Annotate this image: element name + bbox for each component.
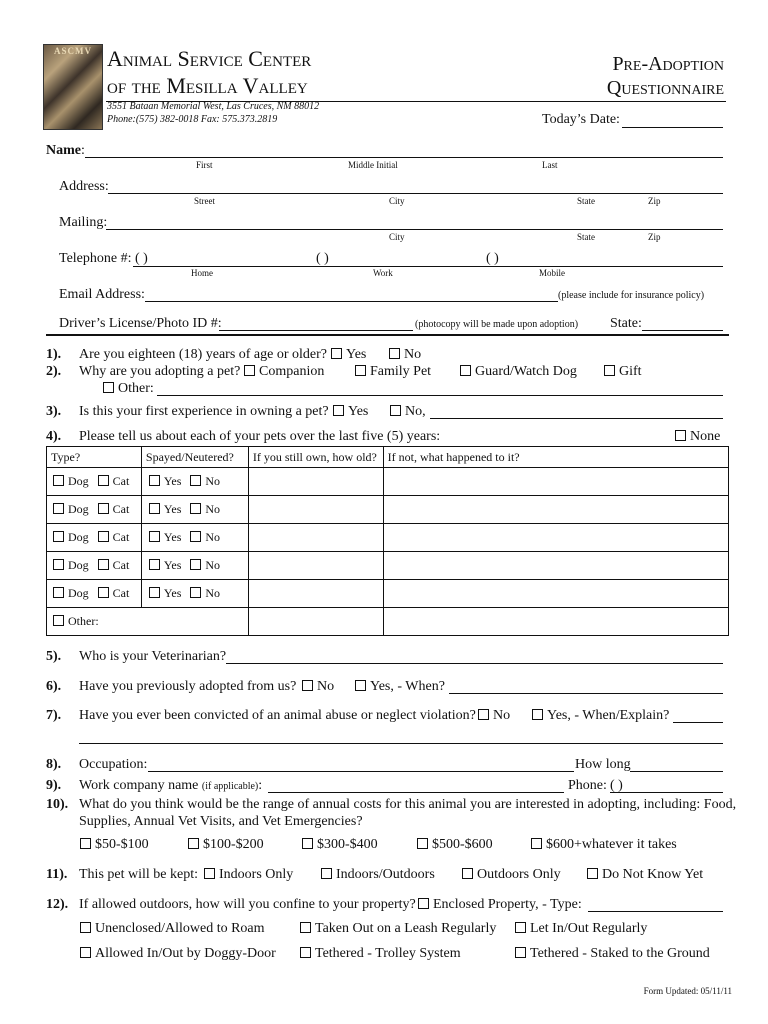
q2-other-label: Other: [118,381,154,396]
q3-yes-checkbox[interactable] [333,405,344,416]
age-cell[interactable] [248,468,383,496]
q3-no-option[interactable] [390,404,426,420]
q11-unknown-option[interactable] [587,867,703,883]
street-caption: Street [194,196,215,206]
cat-checkbox[interactable] [98,587,109,598]
q12-number: 12). [46,897,69,912]
q11-indoors-option[interactable] [204,867,293,883]
q12-trolley-checkbox[interactable] [300,947,311,958]
q10-text-line1: What do you think would be the range of annual costs for this animal you are interested in adopting, including: Food, [79,797,737,812]
telephone-label: Telephone #: [59,251,132,266]
other-checkbox[interactable] [53,615,64,626]
last-caption: Last [542,160,558,170]
q7-no-option[interactable] [478,708,510,724]
q7-text: Have you ever been convicted of an animal abuse or neglect violation? [79,708,476,723]
form-title-line2: Questionnaire [606,77,724,99]
mailing-state-caption: State [577,232,595,242]
outcome-cell[interactable] [383,496,728,524]
spayed-no-label: No [205,530,221,544]
cat-label: Cat [112,586,130,600]
q11-outdoors-option[interactable] [462,867,561,883]
q7-no-label: No [493,708,511,723]
q9-note: (if applicable) [201,781,259,792]
q10-600-plus-label: $600+whatever it takes [546,837,677,852]
q11-number: 11). [46,867,68,882]
q1-yes-checkbox[interactable] [331,348,342,359]
col-age: If you still own, how old? [248,447,383,468]
q10-300-400-checkbox[interactable] [302,838,313,849]
spayed-cell [141,524,248,552]
dog-checkbox[interactable] [53,503,64,514]
spayed-no-label: No [205,558,221,572]
spayed-yes-label: Yes [163,474,182,488]
other-label: Other: [68,614,99,628]
q10-100-200-label: $100-$200 [203,837,264,852]
q3-field[interactable] [430,418,723,419]
q3-number: 3). [46,404,62,419]
q12-text: If allowed outdoors, how will you confine to your property? [79,897,416,912]
q2-other-option[interactable] [103,381,154,397]
table-row [47,468,729,496]
q10-500-600-checkbox[interactable] [417,838,428,849]
outcome-cell[interactable] [383,552,728,580]
q1-number: 1). [46,347,62,362]
spayed-yes-checkbox[interactable] [149,531,160,542]
q6-yes-option[interactable] [355,679,445,695]
q6-when-field[interactable] [449,693,723,694]
q9-text: Work company name [79,778,199,793]
logo-text: ASCMV [54,46,92,56]
q2-guard-checkbox[interactable] [460,365,471,376]
name-colon: : [81,143,85,158]
work-phone-area-code: ( ) [610,778,623,793]
mobile-area-code: ( ) [486,251,499,266]
q12-enclosed-option[interactable] [418,897,582,913]
q11-indoors-checkbox[interactable] [204,868,215,879]
q7-yes-checkbox[interactable] [532,709,543,720]
name-field[interactable] [85,157,723,158]
q12-doggy-door-option[interactable] [80,946,276,962]
q10-opt-500-600[interactable] [417,837,493,853]
cat-label: Cat [112,502,130,516]
todays-date-field[interactable] [622,127,723,128]
cat-checkbox[interactable] [98,503,109,514]
q12-staked-option[interactable] [515,946,710,962]
type-cell [47,468,142,496]
spayed-yes-checkbox[interactable] [149,587,160,598]
q11-unknown-label: Do Not Know Yet [602,867,704,882]
cat-label: Cat [112,530,130,544]
q9-text-wrap [79,778,262,794]
org-name-line2: of the Mesilla Valley [107,73,308,98]
q12-leash-option[interactable] [300,921,496,937]
cat-label: Cat [112,474,130,488]
outcome-cell[interactable] [383,580,728,608]
q12-enclosed-checkbox[interactable] [418,898,429,909]
q1-text: Are you eighteen (18) years of age or older? [79,347,328,362]
type-cell [47,552,142,580]
q2-gift-label: Gift [619,364,642,379]
q7-number: 7). [46,708,62,723]
spayed-no-checkbox[interactable] [190,559,201,570]
middle-initial-caption: Middle Initial [348,160,398,170]
q3-no-label: No, [405,404,426,419]
q11-indoors-outdoors-option[interactable] [321,867,435,883]
q2-gift-option[interactable] [604,364,642,380]
q2-other-field[interactable] [157,395,723,396]
q11-unknown-checkbox[interactable] [587,868,598,879]
email-note: (please include for insurance policy) [558,290,705,301]
q10-opt-50-100[interactable] [80,837,149,853]
spayed-yes-checkbox[interactable] [149,559,160,570]
spayed-yes-label: Yes [163,586,182,600]
q12-staked-label: Tethered - Staked to the Ground [530,946,710,961]
spayed-yes-label: Yes [163,558,182,572]
q11-outdoors-label: Outdoors Only [477,867,561,882]
spayed-cell [141,580,248,608]
dog-label: Dog [68,530,89,544]
q2-guard-label: Guard/Watch Dog [475,364,577,379]
q10-600-plus-checkbox[interactable] [531,838,542,849]
q12-let-in-out-checkbox[interactable] [515,922,526,933]
cat-checkbox[interactable] [98,475,109,486]
q6-number: 6). [46,679,62,694]
form-updated-footer: Form Updated: 05/11/11 [643,986,732,996]
q12-unenclosed-checkbox[interactable] [80,922,91,933]
q7-yes-label: Yes, - When/Explain? [547,708,670,723]
license-note: (photocopy will be made upon adoption) [415,319,579,330]
section-divider [46,334,729,336]
q12-leash-label: Taken Out on a Leash Regularly [315,921,497,936]
q10-500-600-label: $500-$600 [432,837,493,852]
spayed-no-label: No [205,502,221,516]
pets-table [46,446,729,636]
q2-gift-checkbox[interactable] [604,365,615,376]
license-state-label: State: [610,316,642,331]
table-row-other [47,608,729,636]
telephone-field[interactable] [133,266,723,267]
mailing-label: Mailing: [59,215,108,230]
q4-none-checkbox[interactable] [675,430,686,441]
q3-no-checkbox[interactable] [390,405,401,416]
col-spayed: Spayed/Neutered? [141,447,248,468]
spayed-cell [141,552,248,580]
q7-explain-field-2[interactable] [79,743,723,744]
age-cell[interactable] [248,524,383,552]
q10-text-line2: Supplies, Annual Vet Visits, and Vet Emergencies? [79,814,363,829]
q4-none-option[interactable] [675,429,720,445]
type-cell [47,524,142,552]
type-cell [47,496,142,524]
mobile-caption: Mobile [539,268,565,278]
spayed-yes-checkbox[interactable] [149,475,160,486]
spayed-cell [141,468,248,496]
occupation-field[interactable] [148,771,574,772]
spayed-no-checkbox[interactable] [190,475,201,486]
city-caption: City [389,196,405,206]
q4-number: 4). [46,429,62,444]
q2-companion-option[interactable] [244,364,324,380]
table-row [47,496,729,524]
mailing-field[interactable] [106,229,723,230]
age-cell[interactable] [248,552,383,580]
how-long-field[interactable] [630,771,723,772]
q2-companion-label: Companion [259,364,325,379]
dog-checkbox[interactable] [53,531,64,542]
dog-label: Dog [68,502,89,516]
home-caption: Home [191,268,213,278]
col-outcome: If not, what happened to it? [383,447,728,468]
q6-no-option[interactable] [302,679,334,695]
email-label: Email Address: [59,287,145,302]
zip-caption: Zip [648,196,661,206]
cat-label: Cat [112,558,130,572]
cat-checkbox[interactable] [98,531,109,542]
q8-number: 8). [46,757,62,772]
work-phone-field[interactable] [610,792,723,793]
q2-companion-checkbox[interactable] [244,365,255,376]
home-area-code: ( ) [135,251,148,266]
q6-no-checkbox[interactable] [302,680,313,691]
q10-300-400-label: $300-$400 [317,837,378,852]
q7-yes-option[interactable] [532,708,669,724]
q2-text: Why are you adopting a pet? [79,364,241,379]
outcome-cell[interactable] [383,468,728,496]
q9-number: 9). [46,778,62,793]
q10-50-100-label: $50-$100 [95,837,149,852]
org-address: 3551 Bataan Memorial West, Las Cruces, NM 88012 [107,101,320,112]
work-company-field[interactable] [268,792,564,793]
q11-indoors-outdoors-label: Indoors/Outdoors [336,867,435,882]
q2-family-label: Family Pet [370,364,432,379]
q12-leash-checkbox[interactable] [300,922,311,933]
spayed-no-checkbox[interactable] [190,503,201,514]
q10-50-100-checkbox[interactable] [80,838,91,849]
work-caption: Work [373,268,393,278]
q9-colon: : [258,778,263,793]
org-phone: Phone:(575) 382-0018 Fax: 575.373.2819 [107,114,278,125]
q10-opt-600-plus[interactable] [531,837,677,853]
q12-trolley-label: Tethered - Trolley System [315,946,461,961]
state-caption: State [577,196,595,206]
q2-family-option[interactable] [355,364,431,380]
q4-text: Please tell us about each of your pets over the last five (5) years: [79,429,441,444]
license-state-field[interactable] [642,330,723,331]
age-cell[interactable] [248,580,383,608]
spayed-no-checkbox[interactable] [190,531,201,542]
pets-table-header [47,447,729,468]
table-row [47,552,729,580]
q12-doggy-door-checkbox[interactable] [80,947,91,958]
org-name-line1: Animal Service Center [107,46,312,71]
cat-checkbox[interactable] [98,559,109,570]
first-caption: First [196,160,213,170]
work-phone-label: Phone: [568,778,607,793]
q3-text: Is this your first experience in owning a pet? [79,404,329,419]
q1-yes-label: Yes [346,347,367,362]
dog-checkbox[interactable] [53,475,64,486]
q12-unenclosed-option[interactable] [80,921,265,937]
outcome-cell[interactable] [383,608,728,636]
table-row [47,524,729,552]
q12-doggy-door-label: Allowed In/Out by Doggy-Door [95,946,276,961]
q10-opt-300-400[interactable] [302,837,378,853]
dog-checkbox[interactable] [53,587,64,598]
q11-text: This pet will be kept: [79,867,198,882]
q12-enclosed-type-field[interactable] [588,911,723,912]
q11-outdoors-checkbox[interactable] [462,868,473,879]
q12-trolley-option[interactable] [300,946,461,962]
spayed-yes-label: Yes [163,530,182,544]
dog-label: Dog [68,474,89,488]
dog-label: Dog [68,558,89,572]
q4-none-label: None [690,429,721,444]
q12-staked-checkbox[interactable] [515,947,526,958]
q12-let-in-out-option[interactable] [515,921,647,937]
q1-yes-option[interactable] [331,347,366,363]
type-cell [47,580,142,608]
how-long-label: How long [575,757,631,772]
veterinarian-field[interactable] [226,663,723,664]
dog-label: Dog [68,586,89,600]
q11-indoors-outdoors-checkbox[interactable] [321,868,332,879]
q12-unenclosed-label: Unenclosed/Allowed to Roam [95,921,265,936]
q10-100-200-checkbox[interactable] [188,838,199,849]
dog-checkbox[interactable] [53,559,64,570]
spayed-yes-label: Yes [163,502,182,516]
q2-guard-option[interactable] [460,364,577,380]
license-label: Driver’s License/Photo ID #: [59,316,222,331]
outcome-cell[interactable] [383,524,728,552]
q2-other-checkbox[interactable] [103,382,114,393]
table-row [47,580,729,608]
q10-opt-100-200[interactable] [188,837,264,853]
q10-number: 10). [46,797,69,812]
spayed-no-checkbox[interactable] [190,587,201,598]
address-label: Address: [59,179,109,194]
license-field[interactable] [219,330,413,331]
q12-let-in-out-label: Let In/Out Regularly [530,921,648,936]
spayed-no-label: No [205,586,221,600]
q1-no-checkbox[interactable] [389,348,400,359]
name-label: Name [46,143,81,158]
q1-no-label: No [404,347,422,362]
q7-explain-field[interactable] [673,722,723,723]
age-cell[interactable] [248,496,383,524]
q6-yes-label: Yes, - When? [370,679,445,694]
q6-text: Have you previously adopted from us? [79,679,297,694]
q1-no-option[interactable] [389,347,421,363]
q6-yes-checkbox[interactable] [355,680,366,691]
spayed-cell [141,496,248,524]
q3-yes-label: Yes [348,404,369,419]
q3-yes-option[interactable] [333,404,368,420]
q6-no-label: No [317,679,335,694]
q2-family-checkbox[interactable] [355,365,366,376]
q2-number: 2). [46,364,62,379]
spayed-yes-checkbox[interactable] [149,503,160,514]
q5-number: 5). [46,649,62,664]
q5-text: Who is your Veterinarian? [79,649,227,664]
address-field[interactable] [108,193,723,194]
mailing-city-caption: City [389,232,405,242]
other-type-cell [47,608,249,636]
form-title-line1: Pre-Adoption [612,53,724,75]
ascmv-logo [43,44,103,130]
age-cell[interactable] [248,608,383,636]
work-area-code: ( ) [316,251,329,266]
q11-indoors-label: Indoors Only [219,867,294,882]
email-field[interactable] [145,301,558,302]
col-type: Type? [47,447,142,468]
q8-text: Occupation: [79,757,148,772]
q7-no-checkbox[interactable] [478,709,489,720]
q12-enclosed-label: Enclosed Property, - Type: [433,897,582,912]
todays-date-label: Today’s Date: [542,112,620,127]
name-label-wrap [46,143,85,159]
mailing-zip-caption: Zip [648,232,661,242]
spayed-no-label: No [205,474,221,488]
